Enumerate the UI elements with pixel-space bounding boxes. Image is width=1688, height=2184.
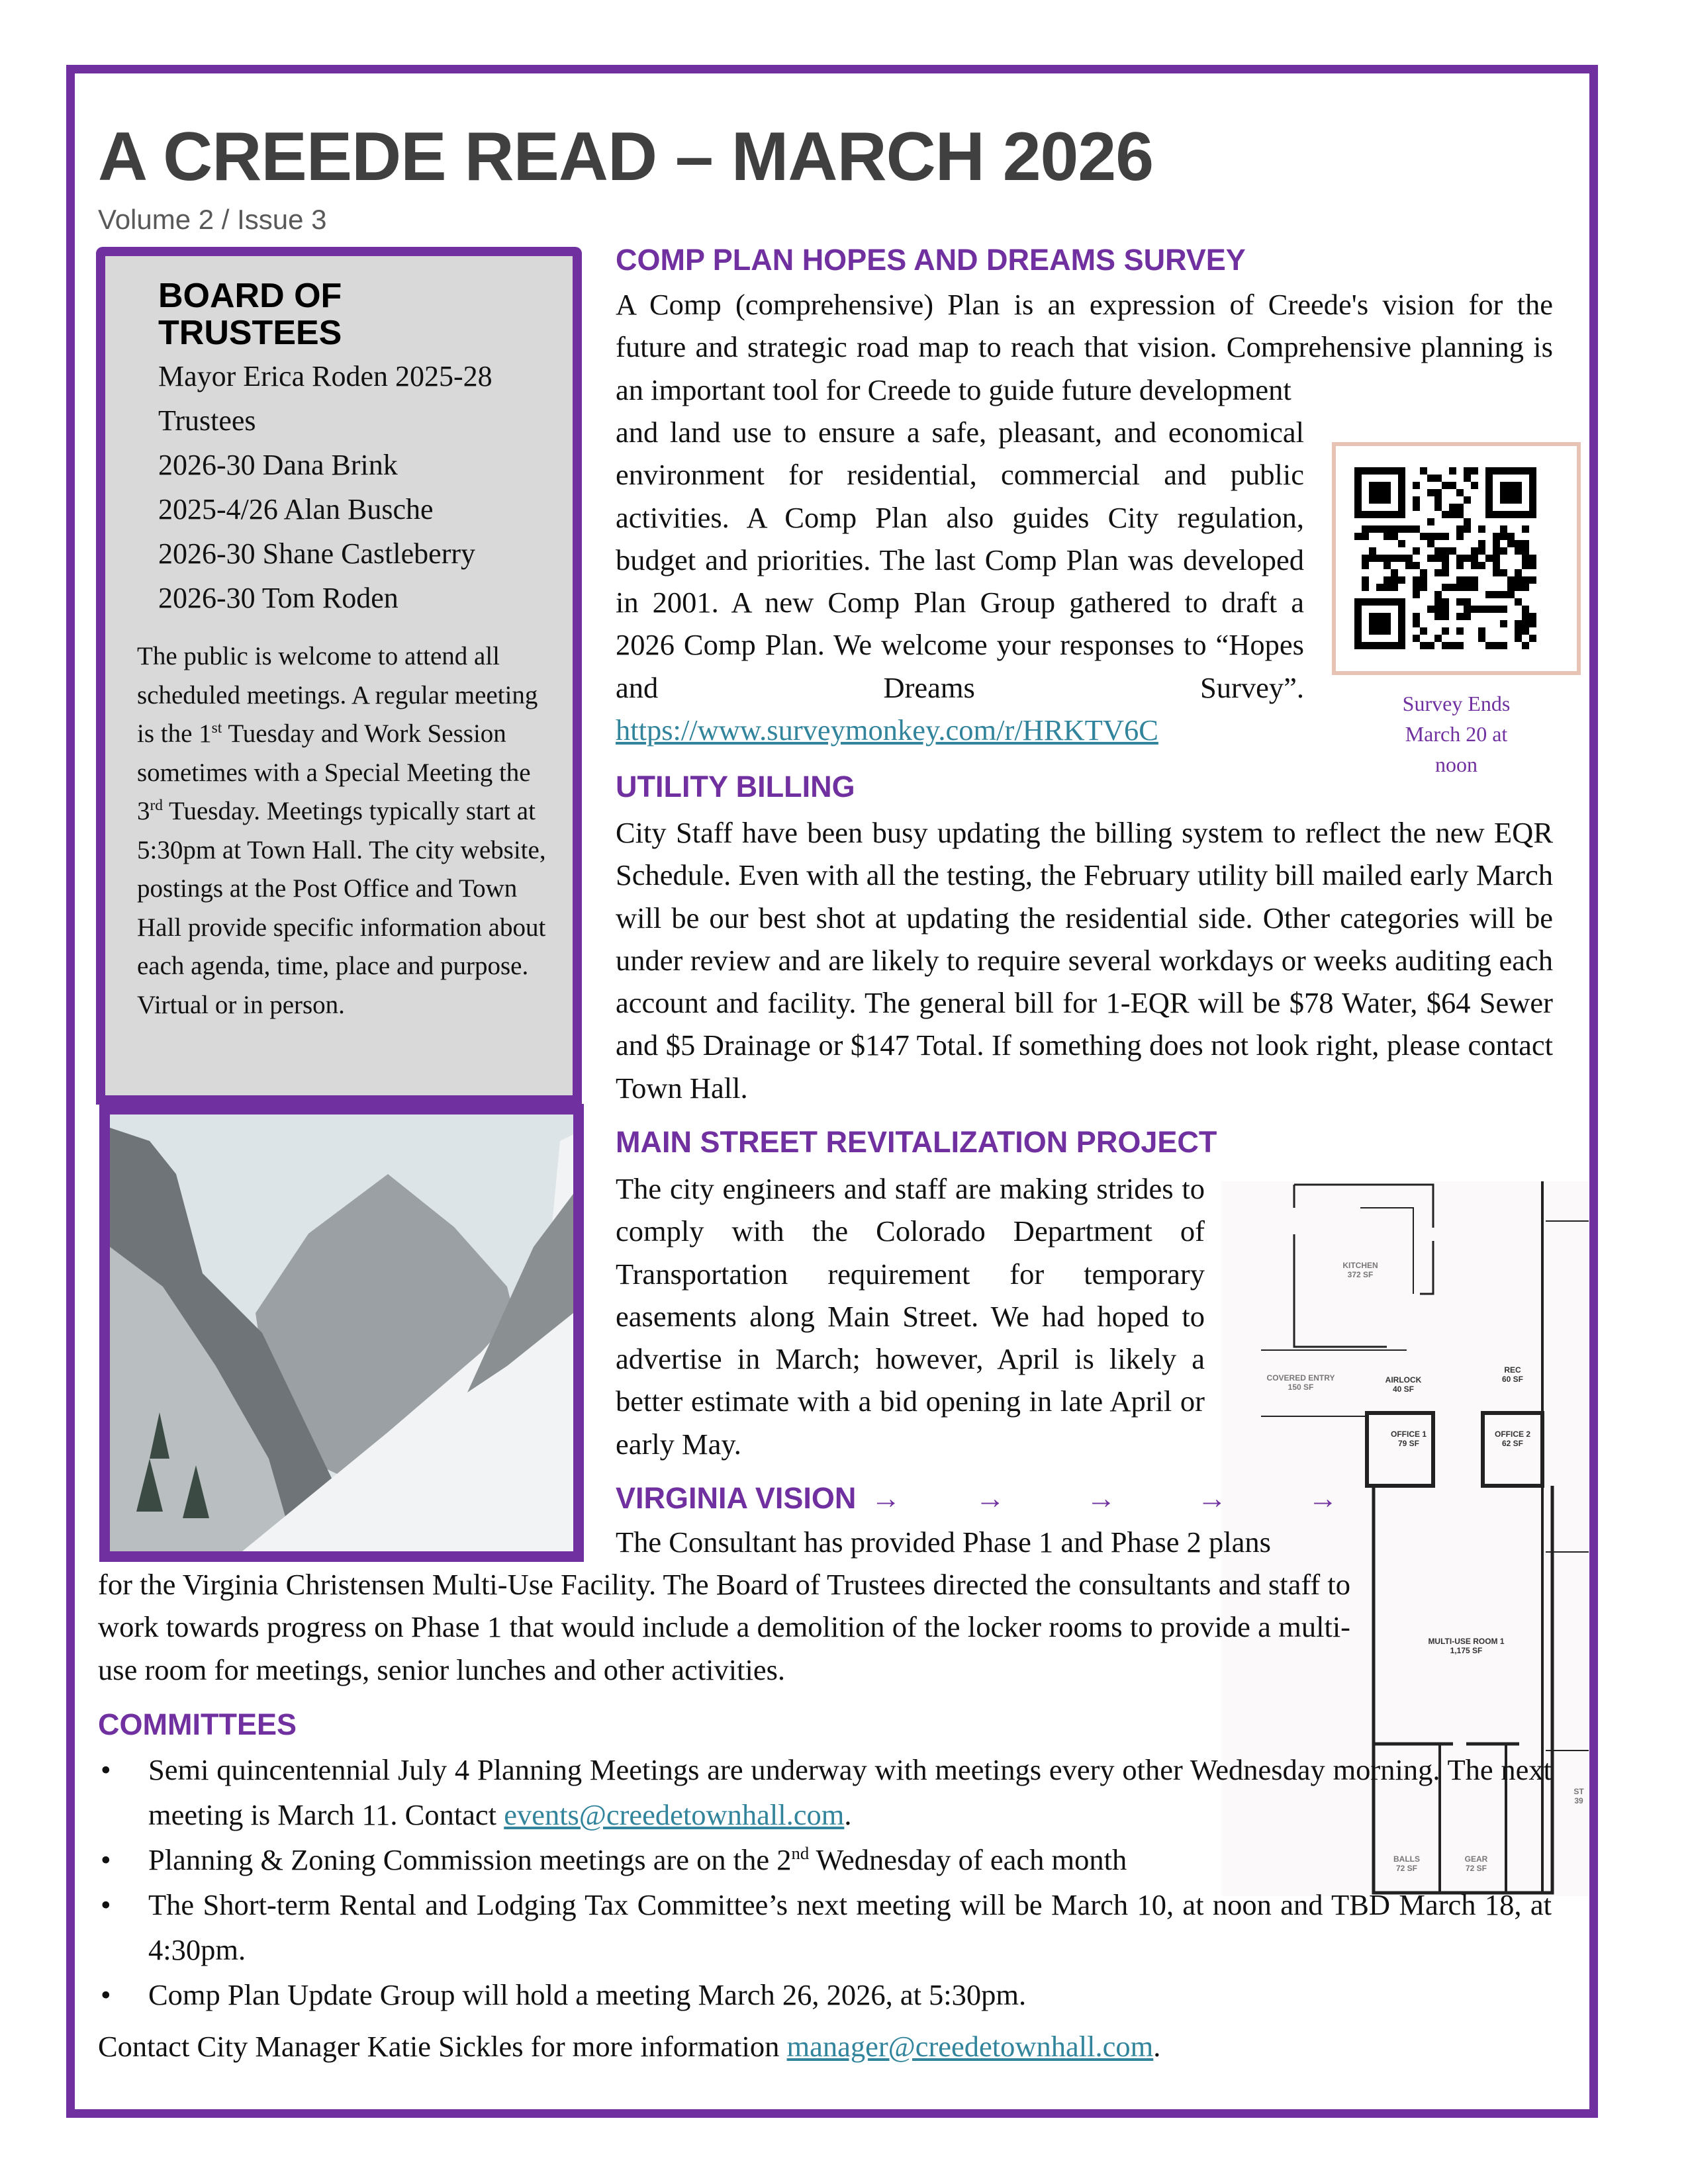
- virginia-vision-heading: [616, 1481, 1338, 1516]
- qr-module: [1493, 606, 1500, 613]
- comp-plan-intro: A Comp (comprehensive) Plan is an expression of Creede's vision for the future and strategic road map to reach that vision. Comprehensive planning is an important tool for Creede to guide future development: [616, 288, 1553, 406]
- qr-module: [1376, 555, 1383, 562]
- qr-module: [1456, 598, 1464, 606]
- room-label-office-2: [1489, 1430, 1536, 1448]
- room-name: BALLS: [1393, 1854, 1420, 1864]
- qr-module: [1434, 533, 1442, 540]
- room-name: GEAR: [1464, 1854, 1488, 1864]
- qr-module: [1383, 576, 1391, 584]
- qr-module: [1471, 576, 1478, 584]
- board-member: 2026-30 Tom Roden: [158, 582, 399, 614]
- qr-module: [1449, 482, 1456, 489]
- qr-module: [1493, 547, 1500, 555]
- newsletter-title: A CREEDE READ – MARCH 2026: [98, 118, 1154, 195]
- qr-module: [1493, 555, 1500, 562]
- qr-module: [1442, 569, 1449, 576]
- room-name: OFFICE 2: [1494, 1430, 1530, 1439]
- qr-code-icon: [1336, 446, 1577, 671]
- qr-module: [1471, 584, 1478, 591]
- room-area: 62 SF: [1501, 1439, 1523, 1448]
- qr-module: [1456, 489, 1464, 496]
- qr-module: [1515, 576, 1522, 584]
- qr-module: [1464, 467, 1471, 475]
- room-label-storage: [1569, 1787, 1589, 1805]
- committee-text: .: [844, 1798, 852, 1831]
- qr-module: [1427, 533, 1434, 540]
- qr-module: [1522, 620, 1529, 627]
- qr-module: [1515, 598, 1522, 606]
- qr-module: [1427, 642, 1434, 649]
- qr-module: [1500, 547, 1507, 555]
- qr-module: [1449, 547, 1456, 555]
- notice-text: Tuesday and Work Session sometimes with a Special Meeting the 3: [137, 719, 531, 825]
- qr-module: [1522, 576, 1529, 584]
- qr-module: [1449, 504, 1456, 511]
- board-member: 2026-30 Shane Castleberry: [158, 537, 475, 570]
- committee-text: Semi quincentennial July 4 Planning Meetings are underway with meetings every other Wednesday morning. The next meeting is March 11. Contact: [148, 1753, 1552, 1831]
- qr-module: [1507, 576, 1515, 584]
- qr-module: [1391, 533, 1398, 540]
- qr-module: [1398, 525, 1405, 533]
- room-label-kitchen: [1331, 1261, 1390, 1279]
- qr-module: [1420, 627, 1427, 635]
- utility-billing-body: City Staff have been busy updating the billing system to reflect the new EQR Schedule. Even with all the testing, the February utility bill mailed early March will be our best shot at updating the residential side. Other categories will be under review and are likely to require several workdays or weeks auditing each account and facility. The general bill for 1-EQR will be $78 Water, $64 Sewer and $5 Drainage or $147 Total. If something does not look right, please contact Town Hall.: [616, 816, 1553, 1105]
- qr-module: [1413, 525, 1420, 533]
- qr-module: [1449, 642, 1456, 649]
- board-of-trustees-box: [96, 247, 582, 1105]
- room-label-rec: [1493, 1365, 1532, 1384]
- bullet-icon: •: [101, 1843, 111, 1876]
- qr-module: [1434, 606, 1442, 613]
- manager-email-link[interactable]: manager@creedetownhall.com: [786, 2030, 1154, 2063]
- qr-module: [1464, 606, 1471, 613]
- qr-module: [1369, 547, 1376, 555]
- qr-module: [1442, 533, 1449, 540]
- qr-module: [1434, 598, 1442, 606]
- qr-module: [1464, 576, 1471, 584]
- qr-module: [1413, 584, 1420, 591]
- qr-module: [1500, 482, 1522, 504]
- qr-module: [1522, 540, 1529, 547]
- qr-module: [1369, 555, 1376, 562]
- qr-module: [1493, 642, 1500, 649]
- qr-module: [1515, 620, 1522, 627]
- board-heading-line: BOARD OF: [158, 277, 342, 315]
- board-member: 2026-30 Dana Brink: [158, 449, 398, 481]
- qr-module: [1485, 642, 1493, 649]
- qr-module: [1434, 591, 1442, 598]
- bullet-icon: •: [101, 1888, 111, 1921]
- arrow-right-icon: →: [1307, 1481, 1338, 1515]
- qr-module: [1369, 613, 1391, 635]
- room-area: 372 SF: [1347, 1270, 1374, 1279]
- qr-module: [1456, 525, 1464, 533]
- committee-text: Wednesday of each month: [809, 1843, 1127, 1876]
- qr-module: [1427, 489, 1434, 496]
- survey-deadline: Survey Ends March 20 at noon: [1402, 692, 1511, 776]
- qr-module: [1485, 555, 1493, 562]
- qr-module: [1442, 562, 1449, 569]
- room-area: 79 SF: [1397, 1439, 1419, 1448]
- main-street-body: The city engineers and staff are making strides to comply with the Colorado Department of Transportation requirement for temporary easements along Main Street. We had hoped to advertise in March; however, April is likely a better estimate with a bid opening in late April or early May.: [616, 1172, 1205, 1461]
- qr-module: [1420, 467, 1427, 475]
- qr-module: [1464, 475, 1471, 482]
- qr-module: [1413, 613, 1420, 620]
- qr-module: [1500, 606, 1507, 613]
- qr-module: [1405, 562, 1413, 569]
- qr-module: [1500, 569, 1507, 576]
- room-area: 40 SF: [1392, 1385, 1414, 1394]
- qr-module: [1478, 525, 1485, 533]
- board-member: Trustees: [158, 404, 256, 437]
- qr-module: [1456, 504, 1464, 511]
- committee-item: [98, 1837, 1552, 1882]
- room-name: REC: [1504, 1365, 1521, 1375]
- virginia-vision-line1: The Consultant has provided Phase 1 and Phase 2 plans: [616, 1525, 1271, 1559]
- qr-module: [1405, 555, 1413, 562]
- qr-module: [1456, 555, 1464, 562]
- qr-module: [1493, 533, 1500, 540]
- virginia-vision-title: VIRGINIA VISION: [616, 1481, 857, 1515]
- qr-module: [1434, 635, 1442, 642]
- survey-link[interactable]: https://www.surveymonkey.com/r/HRKTV6C: [616, 713, 1158, 747]
- utility-billing-heading: UTILITY BILLING: [616, 770, 855, 803]
- qr-module: [1391, 525, 1398, 533]
- qr-module: [1478, 547, 1485, 555]
- qr-module: [1464, 496, 1471, 504]
- qr-module: [1456, 533, 1464, 540]
- qr-module: [1362, 584, 1369, 591]
- qr-module: [1478, 606, 1485, 613]
- qr-module: [1442, 613, 1449, 620]
- qr-module: [1456, 584, 1464, 591]
- qr-module: [1522, 584, 1529, 591]
- qr-module: [1515, 569, 1522, 576]
- qr-module: [1507, 591, 1515, 598]
- notice-text: Tuesday. Meetings typically start at 5:30pm at Town Hall. The city website, postings at the Post Office and Town Hall provide specific information about each agenda, time, place and purpose. Virtual or in person.: [137, 797, 546, 1019]
- qr-module: [1529, 555, 1536, 562]
- qr-module: [1529, 562, 1536, 569]
- bullet-icon: •: [101, 1753, 111, 1786]
- qr-module: [1500, 533, 1507, 540]
- board-member: 2025-4/26 Alan Busche: [158, 493, 434, 525]
- qr-module: [1478, 627, 1485, 635]
- qr-module: [1464, 584, 1471, 591]
- committee-text: Comp Plan Update Group will hold a meeting March 26, 2026, at 5:30pm.: [148, 1978, 1027, 2011]
- qr-module: [1522, 525, 1529, 533]
- qr-module: [1449, 511, 1456, 518]
- qr-module: [1500, 642, 1507, 649]
- room-area: 60 SF: [1501, 1375, 1523, 1384]
- events-email-link[interactable]: events@creedetownhall.com: [504, 1798, 845, 1831]
- qr-module: [1413, 482, 1420, 489]
- board-member-list: [158, 354, 492, 620]
- qr-module: [1420, 584, 1427, 591]
- committee-sup: nd: [791, 1843, 810, 1864]
- room-name: KITCHEN: [1342, 1261, 1378, 1270]
- arrow-right-icon: →: [975, 1481, 1006, 1515]
- notice-text: The public is welcome to attend all scheduled meetings. A regular meeting is the 1: [137, 642, 538, 748]
- qr-module: [1413, 504, 1420, 511]
- qr-module: [1362, 562, 1369, 569]
- room-area: 72 SF: [1395, 1864, 1417, 1873]
- qr-module: [1420, 642, 1427, 649]
- board-heading-line: TRUSTEES: [158, 314, 342, 352]
- qr-module: [1507, 533, 1515, 540]
- qr-module: [1478, 635, 1485, 642]
- bullet-icon: •: [101, 1978, 111, 2011]
- qr-module: [1485, 591, 1493, 598]
- room-name: MULTI-USE ROOM 1: [1428, 1637, 1505, 1646]
- issue-label: Volume 2 / Issue 3: [98, 204, 327, 235]
- survey-qr-code[interactable]: [1332, 442, 1581, 675]
- qr-module: [1434, 489, 1442, 496]
- arrow-right-icon: →: [1197, 1481, 1227, 1515]
- mountain-illustration: [110, 1115, 573, 1551]
- qr-module: [1456, 576, 1464, 584]
- room-label-multi-use-room: [1420, 1637, 1513, 1655]
- room-name: ST: [1573, 1787, 1584, 1796]
- room-area: 72 SF: [1465, 1864, 1487, 1873]
- qr-module: [1434, 613, 1442, 620]
- qr-module: [1522, 627, 1529, 635]
- qr-module: [1434, 569, 1442, 576]
- qr-module: [1471, 547, 1478, 555]
- room-name: AIRLOCK: [1385, 1375, 1422, 1385]
- qr-module: [1369, 525, 1376, 533]
- qr-module: [1442, 598, 1449, 606]
- qr-module: [1442, 547, 1449, 555]
- qr-module: [1442, 482, 1449, 489]
- qr-module: [1362, 576, 1369, 584]
- qr-module: [1529, 620, 1536, 627]
- room-label-covered-entry: [1261, 1373, 1340, 1392]
- qr-module: [1478, 540, 1485, 547]
- qr-module: [1413, 591, 1420, 598]
- qr-module: [1500, 525, 1507, 533]
- qr-module: [1362, 525, 1369, 533]
- room-label-airlock: [1380, 1375, 1427, 1394]
- qr-module: [1383, 584, 1391, 591]
- qr-module: [1456, 642, 1464, 649]
- qr-module: [1522, 606, 1529, 613]
- committees-heading: COMMITTEES: [98, 1707, 297, 1741]
- qr-module: [1456, 511, 1464, 518]
- footer-text: Contact City Manager Katie Sickles for more information: [98, 2030, 787, 2063]
- qr-module: [1434, 475, 1442, 482]
- footer-text: .: [1153, 2030, 1161, 2063]
- qr-module: [1383, 555, 1391, 562]
- qr-module: [1420, 576, 1427, 584]
- qr-module: [1464, 555, 1471, 562]
- qr-module: [1398, 540, 1405, 547]
- qr-module: [1529, 576, 1536, 584]
- main-street-heading: MAIN STREET REVITALIZATION PROJECT: [616, 1125, 1217, 1159]
- qr-module: [1515, 627, 1522, 635]
- qr-module: [1442, 511, 1449, 518]
- qr-module: [1507, 540, 1515, 547]
- qr-module: [1405, 525, 1413, 533]
- qr-module: [1434, 496, 1442, 504]
- qr-module: [1434, 504, 1442, 511]
- arrow-right-icon: →: [870, 1481, 901, 1515]
- room-name: OFFICE 1: [1390, 1430, 1427, 1439]
- arrow-right-icon: →: [1086, 1481, 1116, 1515]
- comp-plan-body: [616, 411, 1304, 751]
- virginia-vision-body: for the Virginia Christensen Multi-Use Facility. The Board of Trustees directed the consultants and staff to work towards progress on Phase 1 that would include a demolition of the locker rooms to provide a multi-use room for meetings, senior lunches and other activities.: [98, 1568, 1350, 1686]
- qr-module: [1383, 525, 1391, 533]
- qr-module: [1464, 613, 1471, 620]
- qr-module: [1398, 555, 1405, 562]
- committee-item: [98, 1882, 1552, 1972]
- meeting-notice: [137, 637, 561, 1024]
- qr-module: [1449, 584, 1456, 591]
- qr-module: [1456, 627, 1464, 635]
- qr-module: [1493, 562, 1500, 569]
- notice-sup: rd: [150, 797, 163, 814]
- qr-module: [1427, 540, 1434, 547]
- qr-module: [1522, 562, 1529, 569]
- committee-text: Planning & Zoning Commission meetings are on the 2: [148, 1843, 792, 1876]
- qr-module: [1442, 642, 1449, 649]
- qr-module: [1464, 525, 1471, 533]
- qr-module: [1456, 562, 1464, 569]
- qr-module: [1522, 547, 1529, 555]
- qr-module: [1434, 547, 1442, 555]
- qr-module: [1420, 533, 1427, 540]
- qr-module: [1471, 606, 1478, 613]
- qr-module: [1413, 576, 1420, 584]
- qr-module: [1391, 555, 1398, 562]
- qr-module: [1413, 620, 1420, 627]
- qr-module: [1515, 635, 1522, 642]
- qr-module: [1493, 540, 1500, 547]
- committee-item: [98, 1972, 1552, 2017]
- qr-module: [1485, 606, 1493, 613]
- qr-module: [1398, 576, 1405, 584]
- qr-module: [1413, 635, 1420, 642]
- qr-module: [1500, 591, 1507, 598]
- qr-module: [1376, 525, 1383, 533]
- footer-contact: [98, 2025, 1160, 2068]
- qr-module: [1529, 635, 1536, 642]
- qr-module: [1522, 613, 1529, 620]
- qr-module: [1369, 482, 1391, 504]
- comp-plan-heading: COMP PLAN HOPES AND DREAMS SURVEY: [616, 243, 1246, 277]
- qr-module: [1427, 606, 1434, 613]
- qr-module: [1413, 496, 1420, 504]
- qr-module: [1383, 533, 1391, 540]
- room-area: 39: [1574, 1796, 1583, 1805]
- qr-module: [1493, 591, 1500, 598]
- qr-module: [1471, 467, 1478, 475]
- room-label-office-1: [1385, 1430, 1432, 1448]
- committees-list: [98, 1747, 1552, 2017]
- qr-module: [1427, 475, 1434, 482]
- qr-module: [1456, 613, 1464, 620]
- qr-module: [1442, 584, 1449, 591]
- qr-module: [1522, 555, 1529, 562]
- board-member: Mayor Erica Roden 2025-28: [158, 360, 492, 392]
- room-area: 150 SF: [1288, 1383, 1314, 1392]
- room-area: 1,175 SF: [1450, 1646, 1483, 1655]
- qr-module: [1391, 584, 1398, 591]
- qr-module: [1413, 547, 1420, 555]
- qr-module: [1376, 584, 1383, 591]
- qr-module: [1427, 518, 1434, 525]
- notice-sup: st: [211, 719, 222, 737]
- qr-module: [1354, 533, 1362, 540]
- qr-module: [1442, 606, 1449, 613]
- qr-module: [1391, 576, 1398, 584]
- qr-module: [1383, 562, 1391, 569]
- qr-module: [1449, 467, 1456, 475]
- qr-module: [1464, 598, 1471, 606]
- qr-module: [1471, 562, 1478, 569]
- qr-module: [1471, 482, 1478, 489]
- qr-module: [1515, 547, 1522, 555]
- qr-module: [1500, 620, 1507, 627]
- qr-module: [1442, 555, 1449, 562]
- committee-text: The Short-term Rental and Lodging Tax Committee’s next meeting will be March 10, at noon and TBD March 18, at 4:30pm.: [148, 1888, 1552, 1966]
- committee-item: [98, 1747, 1552, 1837]
- qr-module: [1493, 569, 1500, 576]
- qr-module: [1427, 555, 1434, 562]
- qr-module: [1362, 555, 1369, 562]
- qr-module: [1515, 584, 1522, 591]
- qr-module: [1442, 627, 1449, 635]
- comp-plan-text: and land use to ensure a safe, pleasant, and economical environment for residential, commercial and public activities. A Comp Plan also guides City regulation, budget and priorities. The last Comp Plan was developed in 2001. A new Comp Plan Group gathered to draft a 2026 Comp Plan. We welcome your responses to “Hopes and Dreams Survey”.: [616, 416, 1304, 704]
- qr-module: [1522, 642, 1529, 649]
- qr-module: [1515, 540, 1522, 547]
- qr-module: [1420, 569, 1427, 576]
- board-heading: [158, 277, 342, 351]
- qr-module: [1464, 518, 1471, 525]
- qr-module: [1471, 555, 1478, 562]
- qr-module: [1413, 562, 1420, 569]
- qr-module: [1434, 555, 1442, 562]
- qr-module: [1507, 584, 1515, 591]
- mountain-photo: [99, 1104, 584, 1562]
- qr-module: [1391, 569, 1398, 576]
- qr-module: [1529, 613, 1536, 620]
- qr-module: [1362, 533, 1369, 540]
- qr-module: [1478, 562, 1485, 569]
- room-name: COVERED ENTRY: [1266, 1373, 1335, 1383]
